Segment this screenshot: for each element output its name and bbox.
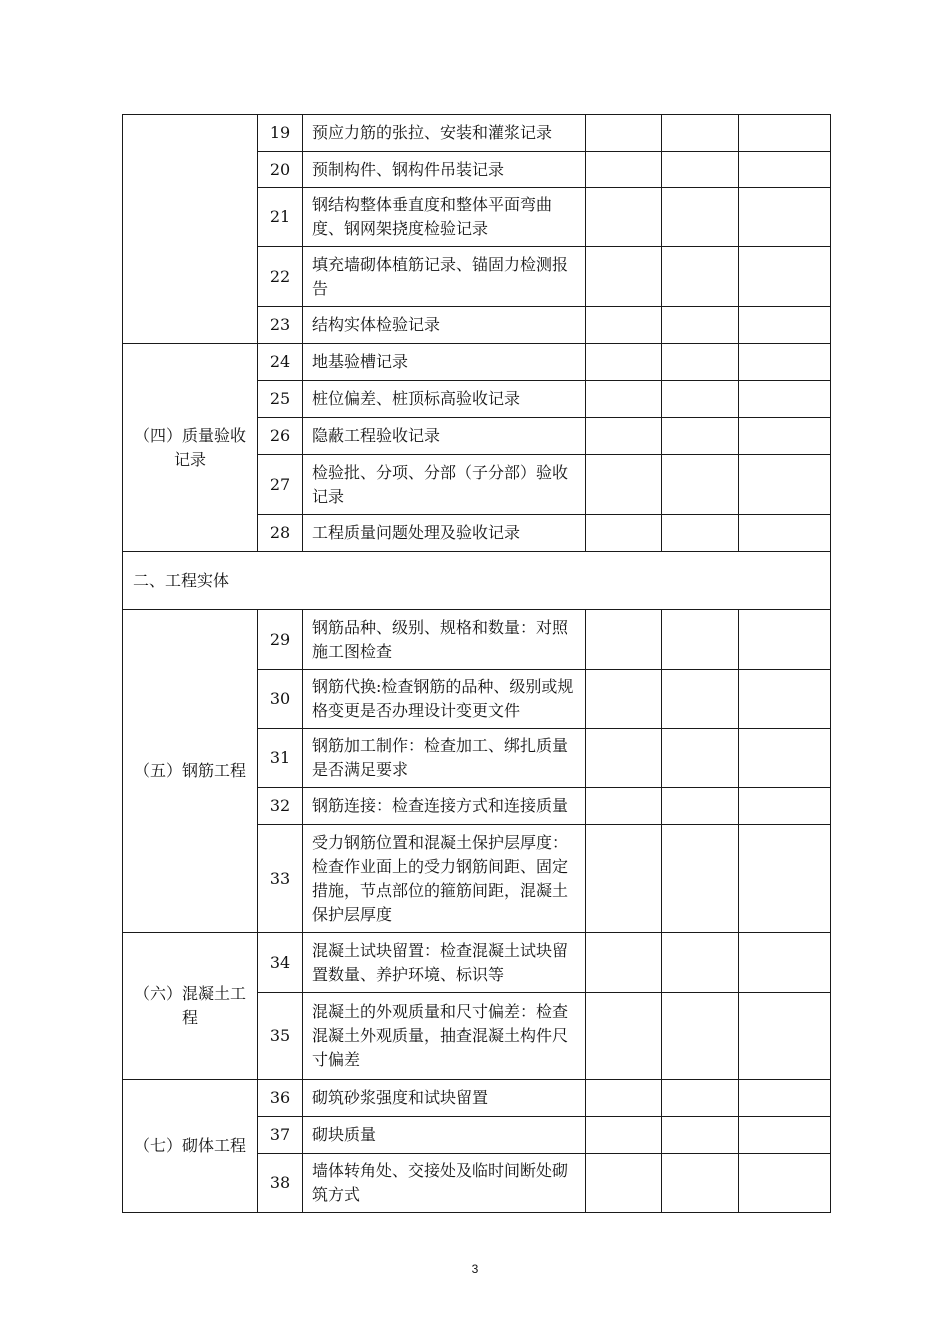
blank-cell[interactable] [586,152,662,188]
blank-cell[interactable] [662,115,739,152]
row-description: 填充墙砌体植筋记录、锚固力检测报告 [303,247,586,307]
row-description: 结构实体检验记录 [303,307,586,344]
blank-cell[interactable] [586,455,662,515]
section-heading: 二、工程实体 [123,552,831,610]
blank-cell[interactable] [586,188,662,247]
row-number: 35 [258,993,303,1080]
blank-cell[interactable] [662,418,739,455]
blank-cell[interactable] [662,788,739,825]
blank-cell[interactable] [586,825,662,933]
blank-cell[interactable] [739,729,831,788]
blank-cell[interactable] [739,933,831,993]
blank-cell[interactable] [662,455,739,515]
blank-cell[interactable] [662,247,739,307]
row-description: 钢筋加工制作：检查加工、绑扎质量是否满足要求 [303,729,586,788]
blank-cell[interactable] [586,788,662,825]
table-row [123,610,831,670]
blank-cell[interactable] [739,115,831,152]
row-description: 混凝土试块留置：检查混凝土试块留置数量、养护环境、标识等 [303,933,586,993]
blank-cell[interactable] [662,993,739,1080]
blank-cell[interactable] [586,1154,662,1213]
blank-cell[interactable] [662,729,739,788]
inspection-table-container [122,114,830,1213]
row-number: 22 [258,247,303,307]
category-quality-acceptance: （四）质量验收记录 [123,344,258,552]
blank-cell[interactable] [739,825,831,933]
category-concrete-works: （六）混凝土工程 [123,933,258,1080]
blank-cell[interactable] [662,188,739,247]
blank-cell[interactable] [739,247,831,307]
row-description: 砌筑砂浆强度和试块留置 [303,1080,586,1117]
row-description: 钢筋连接：检查连接方式和连接质量 [303,788,586,825]
blank-cell[interactable] [739,788,831,825]
blank-cell[interactable] [586,729,662,788]
blank-cell[interactable] [739,515,831,552]
inspection-checklist-table [122,114,831,1213]
row-description: 桩位偏差、桩顶标高验收记录 [303,381,586,418]
blank-cell[interactable] [586,247,662,307]
row-description: 墙体转角处、交接处及临时间断处砌筑方式 [303,1154,586,1213]
blank-cell[interactable] [739,188,831,247]
blank-cell[interactable] [662,152,739,188]
blank-cell[interactable] [739,1080,831,1117]
blank-cell[interactable] [662,515,739,552]
category-masonry-works: （七）砌体工程 [123,1080,258,1213]
row-description: 地基验槽记录 [303,344,586,381]
row-description: 受力钢筋位置和混凝土保护层厚度：检查作业面上的受力钢筋间距、固定措施，节点部位的箍筋间距，混凝土保护层厚度 [303,825,586,933]
row-description: 钢筋品种、级别、规格和数量：对照施工图检查 [303,610,586,670]
blank-cell[interactable] [739,455,831,515]
blank-cell[interactable] [739,307,831,344]
category-rebar-works: （五）钢筋工程 [123,610,258,933]
row-number: 23 [258,307,303,344]
blank-cell[interactable] [586,1080,662,1117]
row-description: 预制构件、钢构件吊装记录 [303,152,586,188]
blank-cell[interactable] [662,381,739,418]
row-number: 37 [258,1117,303,1154]
page-number: 3 [471,1262,479,1276]
blank-cell[interactable] [739,152,831,188]
blank-cell[interactable] [586,610,662,670]
row-description: 检验批、分项、分部（子分部）验收记录 [303,455,586,515]
row-number: 26 [258,418,303,455]
blank-cell[interactable] [586,381,662,418]
row-description: 工程质量问题处理及验收记录 [303,515,586,552]
blank-cell[interactable] [662,1154,739,1213]
blank-cell[interactable] [586,1117,662,1154]
blank-cell[interactable] [662,1117,739,1154]
table-row [123,1080,831,1117]
blank-cell[interactable] [662,344,739,381]
blank-cell[interactable] [739,1117,831,1154]
blank-cell[interactable] [662,933,739,993]
row-description: 隐蔽工程验收记录 [303,418,586,455]
row-number: 27 [258,455,303,515]
blank-cell[interactable] [662,307,739,344]
row-number: 19 [258,115,303,152]
blank-cell[interactable] [586,307,662,344]
blank-cell[interactable] [739,344,831,381]
blank-cell[interactable] [739,610,831,670]
row-number: 21 [258,188,303,247]
row-number: 34 [258,933,303,993]
blank-cell[interactable] [586,515,662,552]
blank-cell[interactable] [586,115,662,152]
blank-cell[interactable] [662,670,739,729]
category-cell-continued [123,115,258,344]
blank-cell[interactable] [586,933,662,993]
row-number: 30 [258,670,303,729]
blank-cell[interactable] [662,1080,739,1117]
row-number: 20 [258,152,303,188]
row-number: 33 [258,825,303,933]
blank-cell[interactable] [662,825,739,933]
table-row [123,344,831,381]
row-description: 混凝土的外观质量和尺寸偏差：检查混凝土外观质量，抽查混凝土构件尺寸偏差 [303,993,586,1080]
row-number: 38 [258,1154,303,1213]
blank-cell[interactable] [662,610,739,670]
row-number: 32 [258,788,303,825]
blank-cell[interactable] [586,670,662,729]
table-row [123,115,831,152]
blank-cell[interactable] [739,381,831,418]
blank-cell[interactable] [586,418,662,455]
section-row [123,552,831,610]
row-number: 28 [258,515,303,552]
blank-cell[interactable] [739,1154,831,1213]
blank-cell[interactable] [586,993,662,1080]
table-row [123,933,831,993]
row-number: 24 [258,344,303,381]
row-number: 36 [258,1080,303,1117]
blank-cell[interactable] [739,670,831,729]
row-number: 29 [258,610,303,670]
row-number: 31 [258,729,303,788]
row-number: 25 [258,381,303,418]
blank-cell[interactable] [739,993,831,1080]
blank-cell[interactable] [739,418,831,455]
row-description: 预应力筋的张拉、安装和灌浆记录 [303,115,586,152]
blank-cell[interactable] [586,344,662,381]
row-description: 钢结构整体垂直度和整体平面弯曲度、钢网架挠度检验记录 [303,188,586,247]
row-description: 砌块质量 [303,1117,586,1154]
row-description: 钢筋代换:检查钢筋的品种、级别或规格变更是否办理设计变更文件 [303,670,586,729]
